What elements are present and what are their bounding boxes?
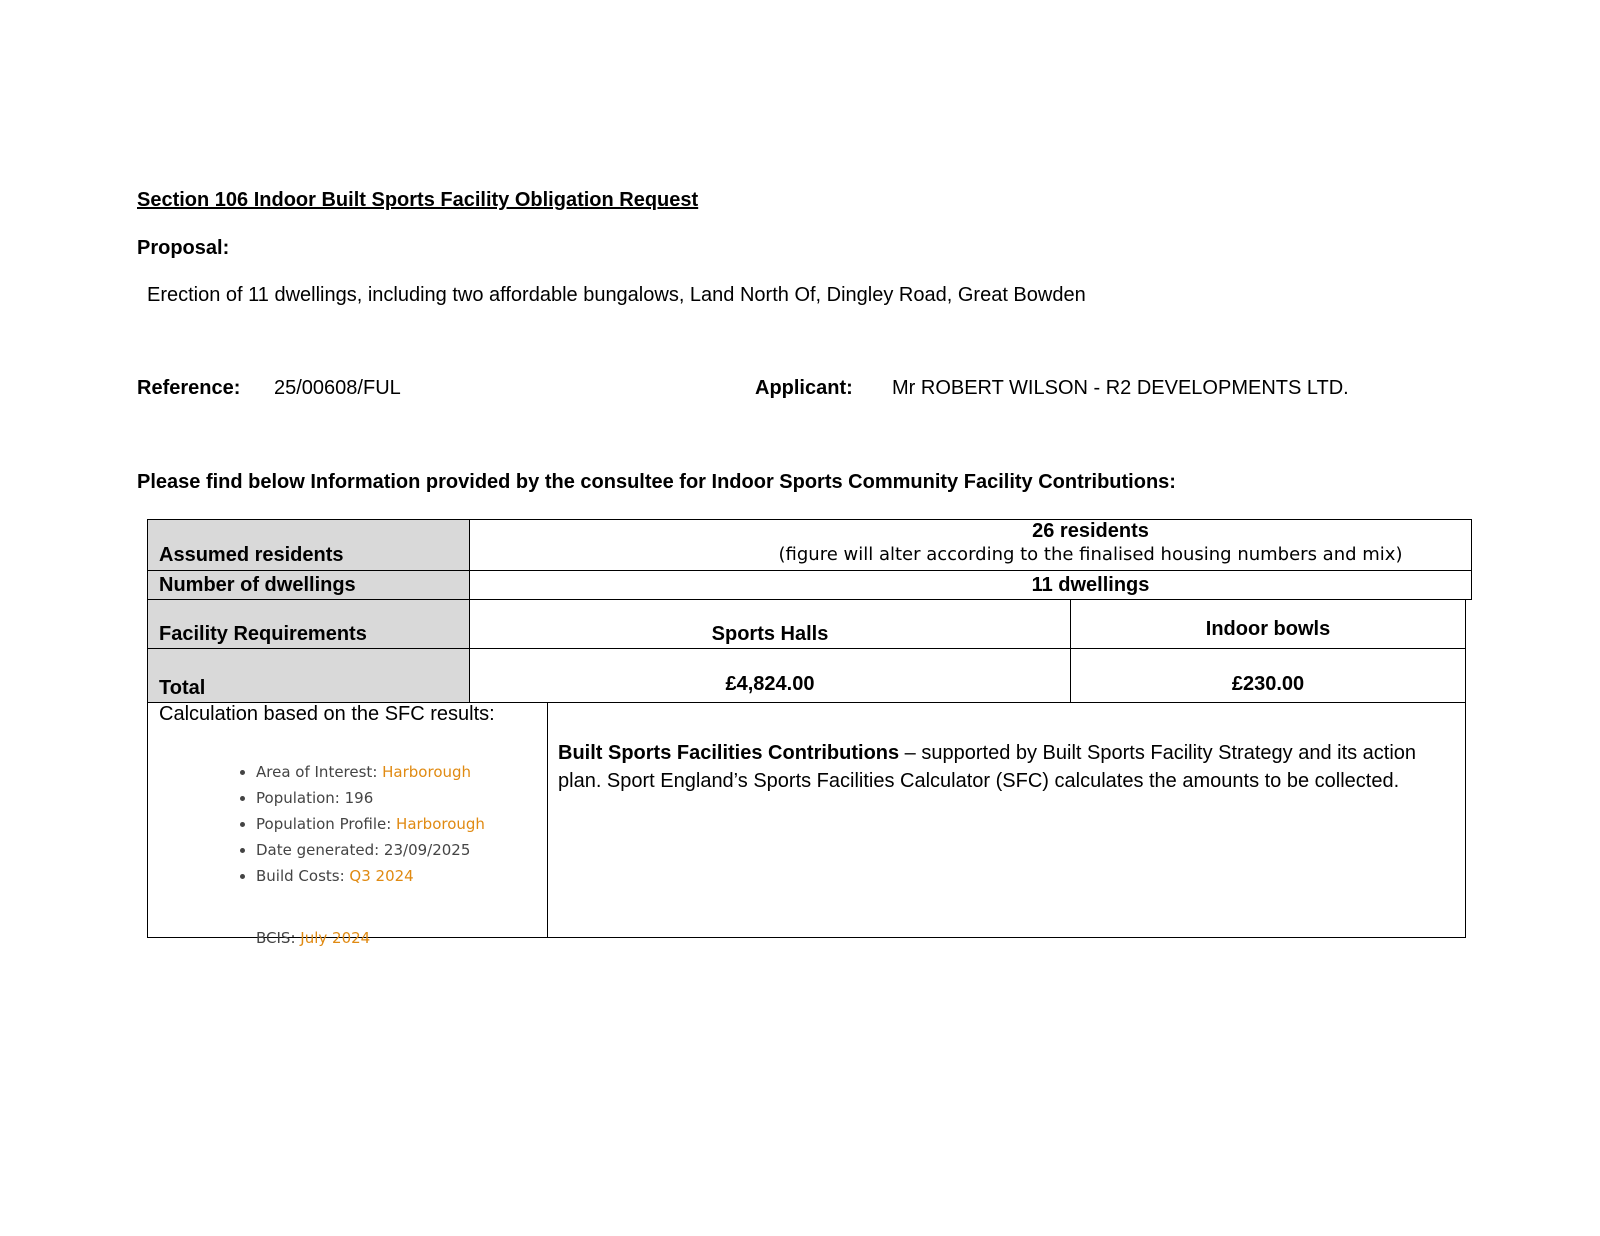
built-sports-body: – supported by Built Sports Facility Strategy and its action plan. Sport England’s Sports Facilities Calculator (SFC) calculates the amounts to be collected. (558, 742, 1417, 792)
reference-value: 25/00608/FUL (274, 377, 401, 399)
sports-halls-total: £4,824.00 (725, 673, 815, 695)
built-sports-cell (547, 702, 1466, 938)
bcis-value: July 2024 (300, 929, 371, 947)
sports-halls-header-cell (469, 599, 1071, 649)
dwellings-value: 11 dwellings (1031, 574, 1150, 596)
assumed-residents-value: 26 residents (1032, 520, 1149, 542)
assumed-residents-value-cell (469, 519, 1472, 571)
assumed-residents-label-cell (147, 519, 470, 571)
sports-halls-header: Sports Halls (711, 623, 829, 645)
list-item: • Population Profile: Harborough (256, 811, 485, 837)
intro-text: Please find below Information provided by the consultee for Indoor Sports Community Facility Contributions: (137, 471, 1176, 493)
dwellings-label-cell (147, 570, 470, 600)
indoor-bowls-total-cell (1070, 648, 1466, 703)
dwellings-label: Number of dwellings (159, 574, 356, 596)
bcis-line (256, 929, 370, 947)
calculation-cell (147, 702, 548, 947)
indoor-bowls-header: Indoor bowls (1205, 618, 1331, 640)
facility-label-cell (147, 599, 470, 649)
list-item: • Area of Interest: Harborough (256, 759, 485, 785)
list-item: • Build Costs: Q3 2024 (256, 863, 485, 889)
document-heading: Section 106 Indoor Built Sports Facility Obligation Request (137, 189, 699, 211)
applicant-value: Mr ROBERT WILSON - R2 DEVELOPMENTS LTD. (892, 377, 1349, 399)
proposal-text: Erection of 11 dwellings, including two affordable bungalows, Land North Of, Dingley Road, Great Bowden (147, 284, 1086, 306)
total-label: Total (159, 677, 206, 699)
proposal-label: Proposal: (137, 237, 230, 259)
reference-label: Reference: (137, 377, 241, 399)
assumed-residents-note: (figure will alter according to the finalised housing numbers and mix) (778, 544, 1403, 565)
list-item: • Population: 196 (256, 785, 485, 811)
indoor-bowls-total: £230.00 (1231, 673, 1305, 695)
facility-label: Facility Requirements (159, 623, 367, 645)
built-sports-description (558, 739, 1435, 795)
total-label-cell (147, 648, 470, 703)
applicant-label: Applicant: (755, 377, 853, 399)
bcis-label: BCIS: (256, 929, 301, 947)
dwellings-value-cell (469, 570, 1472, 600)
sfc-results-list (236, 759, 485, 889)
calculation-title: Calculation based on the SFC results: (159, 703, 495, 725)
assumed-residents-label: Assumed residents (159, 544, 344, 566)
list-item: • Date generated: 23/09/2025 (256, 837, 485, 863)
indoor-bowls-header-cell (1070, 599, 1466, 649)
built-sports-title: Built Sports Facilities Contributions (558, 742, 900, 764)
sports-halls-total-cell (469, 648, 1071, 703)
